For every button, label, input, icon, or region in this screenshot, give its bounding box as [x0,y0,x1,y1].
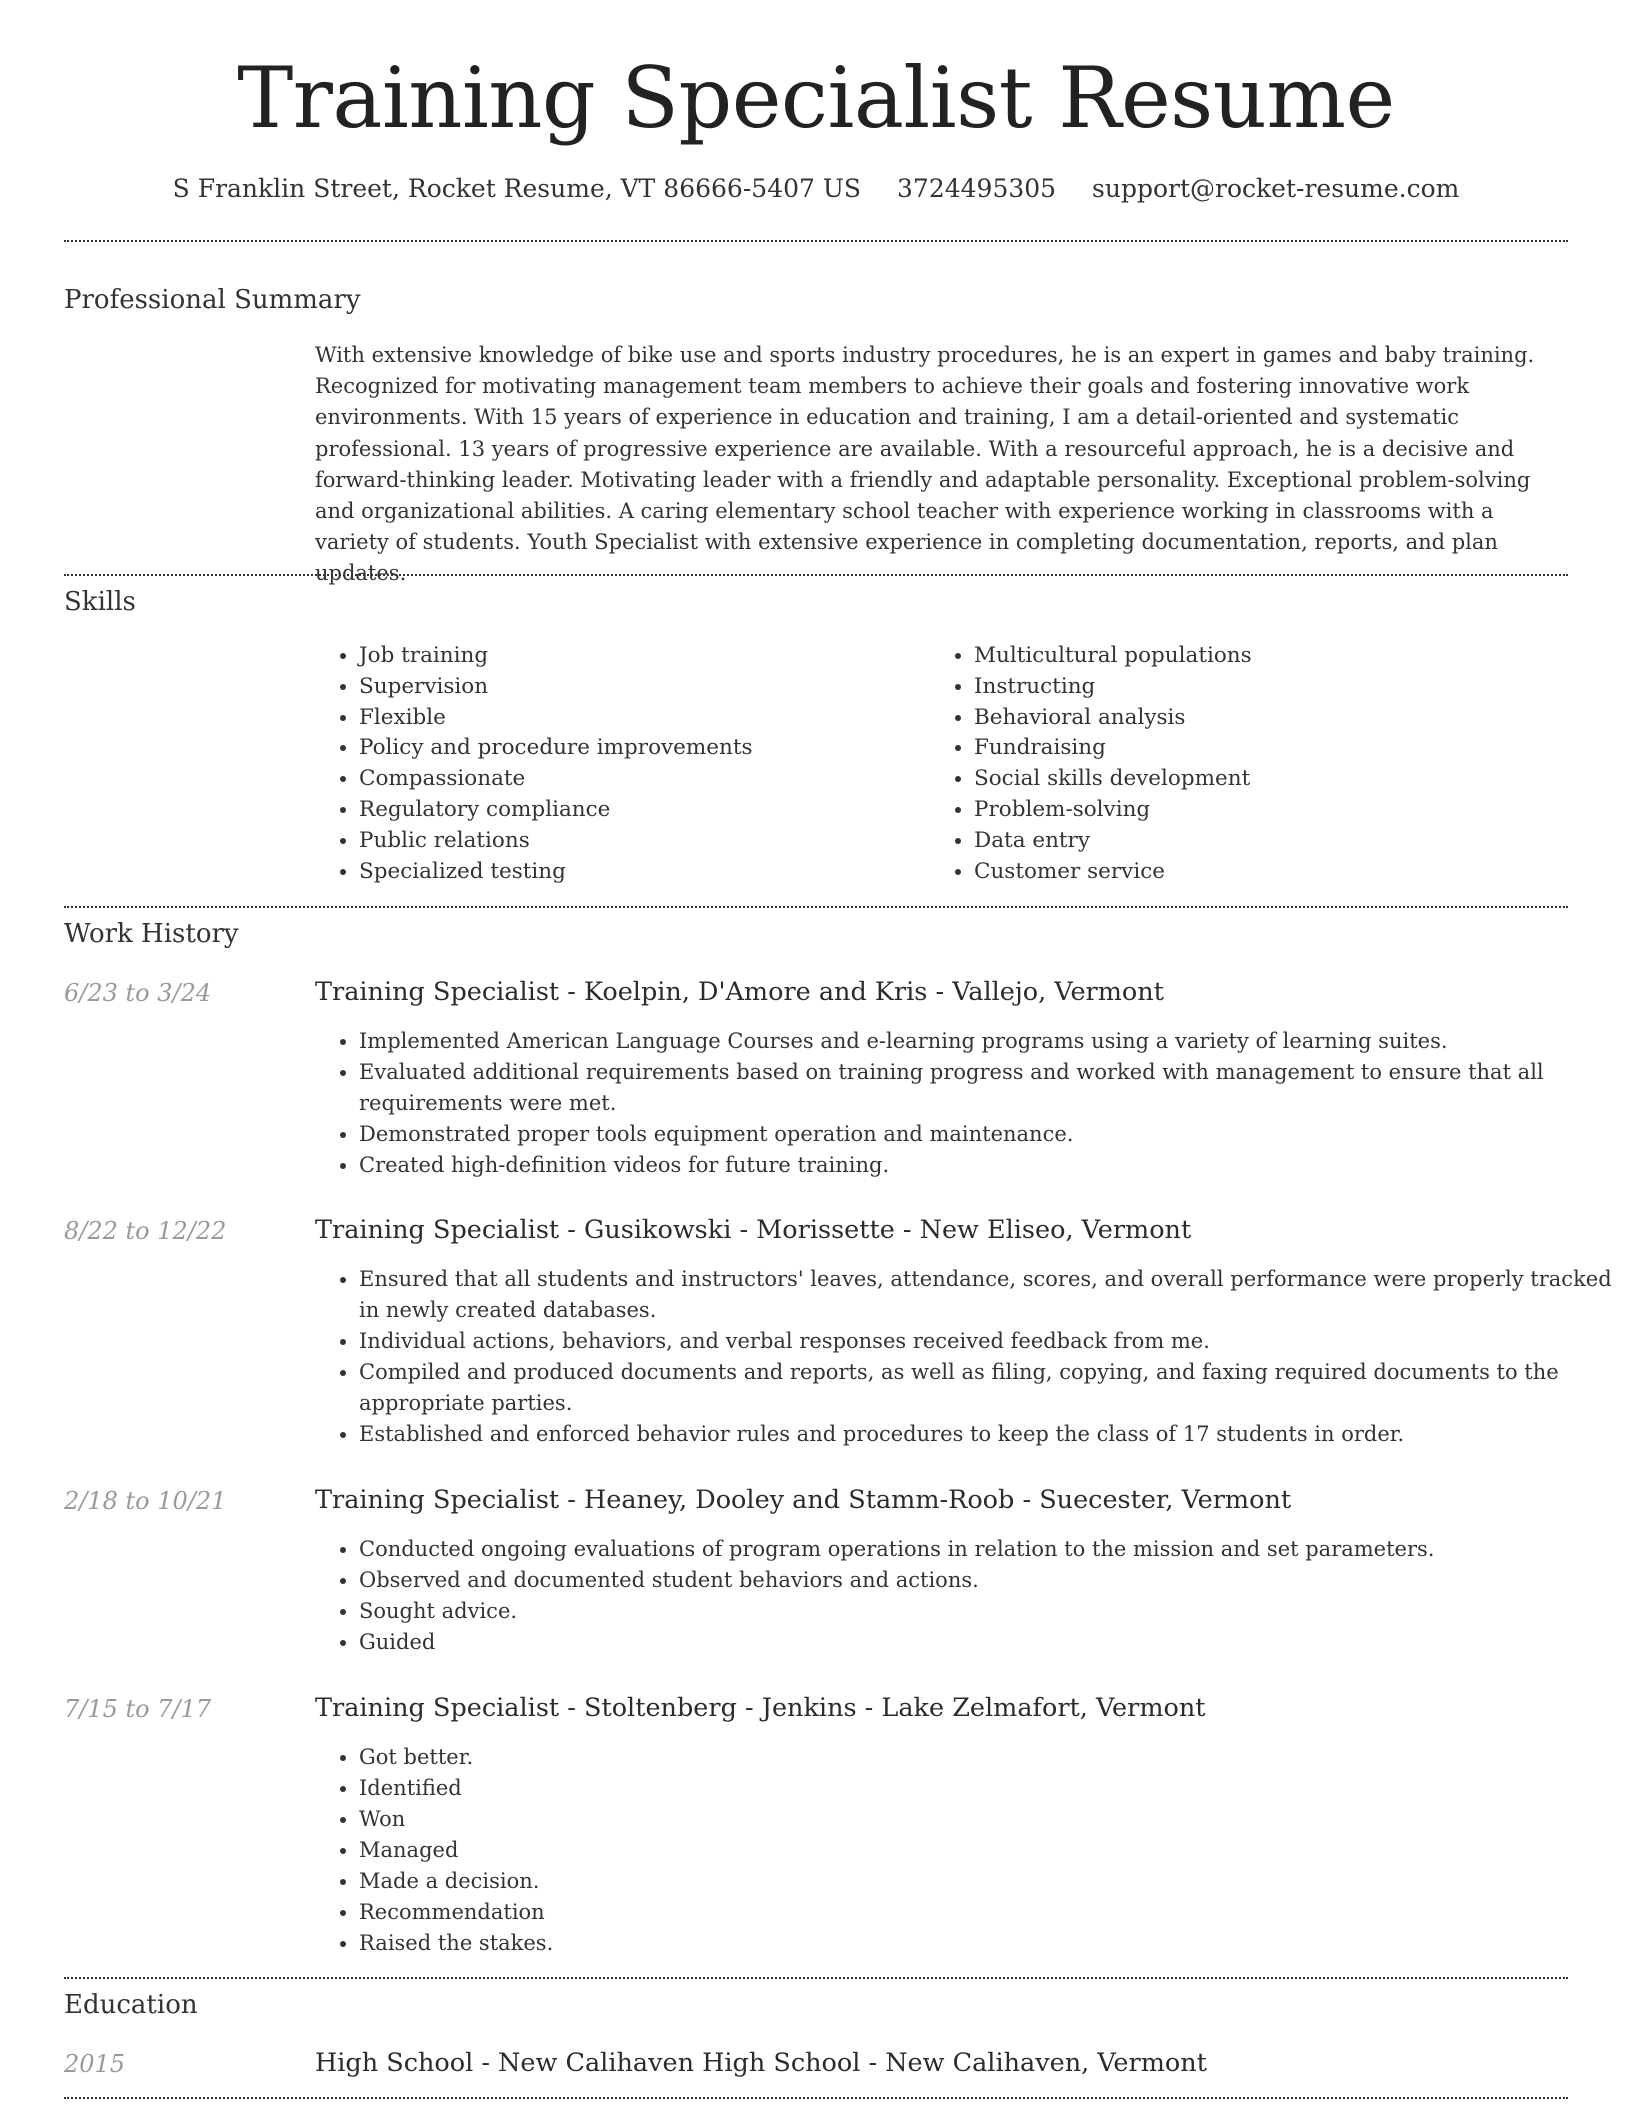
job-bullets [315,1026,1612,1181]
education-heading [315,2046,1207,2080]
job-title: Training Specialist [315,1215,560,1245]
education-degree: High School [315,2048,474,2078]
resume-title: Training Specialist Resume [237,49,1395,147]
skill-item: • Policy and procedure improvements [359,733,919,764]
separator: - [1014,1485,1040,1515]
job-heading [315,1691,1206,1725]
divider [64,574,1568,576]
job-dates: 7/15 to 7/17 [64,1695,212,1723]
job-bullet: • Won [359,1804,1612,1835]
job-bullets [315,1264,1612,1450]
job-bullet: • Recommendation [359,1897,1612,1928]
job-bullets [315,1742,1612,1959]
job-bullet: • Made a decision. [359,1866,1612,1897]
job-bullet: • Evaluated additional requirements based on training progress and worked with management to ensure that all requirements were met. [359,1057,1612,1119]
job-company: Stoltenberg - Jenkins [583,1693,857,1723]
job-dates: 6/23 to 3/24 [64,979,212,1007]
job-bullet: • Established and enforced behavior rules and procedures to keep the class of 17 students in order. [359,1419,1612,1450]
job-bullet: • Ensured that all students and instructors' leaves, attendance, scores, and overall performance were properly tracked in newly created databases. [359,1264,1612,1326]
skill-item: • Supervision [359,672,919,703]
skills-list-left [315,641,919,887]
job-bullet: • Guided [359,1627,1612,1658]
job-title: Training Specialist [315,1693,560,1723]
section-heading-skills: Skills [64,587,136,617]
separator: - [559,1485,584,1515]
skill-item: • Multicultural populations [974,641,1594,672]
skill-item: • Fundraising [974,733,1594,764]
skill-item: • Social skills development [974,764,1594,795]
skill-item: • Compassionate [359,764,919,795]
divider [64,240,1568,242]
job-location: Lake Zelmafort, Vermont [881,1693,1206,1723]
job-title: Training Specialist [315,977,560,1007]
summary-text: With extensive knowledge of bike use and sports industry procedures, he is an expert in games and baby training. Recognized for motivating management team members to achieve their goals and fostering innovative work environments. With 15 years of experience in education and training, I am a detail-oriented and systematic professional. 13 years of progressive experience are available. With a resourceful approach, he is a decisive and forward-thinking leader. Motivating leader with a friendly and adaptable personality. Exceptional problem-solving and organizational abilities. A caring elementary school teacher with experience working in classrooms with a variety of students. Youth Specialist with extensive experience in completing documentation, reports, and plan updates. [315,343,1535,586]
job-location: Suecester, Vermont [1039,1485,1292,1515]
job-company: Heaney, Dooley and Stamm-Roob [583,1485,1015,1515]
skill-item: • Data entry [974,826,1594,857]
separator: - [856,1693,882,1723]
job-bullet: • Sought advice. [359,1596,1612,1627]
job-bullets [315,1534,1612,1658]
skill-item: • Public relations [359,826,919,857]
job-bullet: • Compiled and produced documents and reports, as well as filing, copying, and faxing required documents to the appropriate parties. [359,1357,1612,1419]
job-heading [315,1483,1291,1517]
separator: - [473,2048,499,2078]
job-company: Gusikowski - Morissette [583,1215,895,1245]
separator: - [894,1215,920,1245]
job-heading [315,1213,1191,1247]
job-bullet: • Raised the stakes. [359,1928,1612,1959]
divider [64,1977,1568,1979]
education-location: New Calihaven, Vermont [885,2048,1207,2078]
job-bullet: • Created high-definition videos for future training. [359,1150,1612,1181]
job-bullet: • Got better. [359,1742,1612,1773]
job-dates: 2/18 to 10/21 [64,1487,227,1515]
skill-item: • Regulatory compliance [359,795,919,826]
phone-text: 3724495305 [897,174,1057,203]
job-bullet: • Implemented American Language Courses and e-learning programs using a variety of learning suites. [359,1026,1612,1057]
education-school: New Calihaven High School [498,2048,861,2078]
skill-item: • Instructing [974,672,1594,703]
job-title: Training Specialist [315,1485,560,1515]
section-heading-work-history: Work History [64,919,239,949]
contact-line [0,170,1632,208]
divider [64,906,1568,908]
skill-item: • Specialized testing [359,857,919,888]
separator: - [559,977,584,1007]
skill-item: • Customer service [974,857,1594,888]
section-heading-education: Education [64,1990,198,2020]
separator: - [559,1215,584,1245]
job-bullet: • Identified [359,1773,1612,1804]
separator: - [860,2048,886,2078]
job-location: Vallejo, Vermont [952,977,1164,1007]
skill-item: • Problem-solving [974,795,1594,826]
job-company: Koelpin, D'Amore and Kris [583,977,928,1007]
job-bullet: • Conducted ongoing evaluations of program operations in relation to the mission and set parameters. [359,1534,1612,1565]
job-location: New Eliseo, Vermont [919,1215,1192,1245]
address-text: S Franklin Street, Rocket Resume, VT 86666-5407 US [172,174,862,203]
job-bullet: • Managed [359,1835,1612,1866]
education-year: 2015 [64,2050,126,2078]
job-bullet: • Demonstrated proper tools equipment operation and maintenance. [359,1119,1612,1150]
section-heading-summary: Professional Summary [64,285,361,315]
skill-item: • Flexible [359,703,919,734]
separator: - [559,1693,584,1723]
separator: - [927,977,953,1007]
skill-item: • Job training [359,641,919,672]
job-heading [315,975,1164,1009]
skill-item: • Behavioral analysis [974,703,1594,734]
job-bullet: • Individual actions, behaviors, and verbal responses received feedback from me. [359,1326,1612,1357]
divider [64,2097,1568,2099]
email-link[interactable]: support@rocket-resume.com [1092,174,1460,203]
skills-list-right [930,641,1594,887]
job-dates: 8/22 to 12/22 [64,1217,227,1245]
job-bullet: • Observed and documented student behaviors and actions. [359,1565,1612,1596]
